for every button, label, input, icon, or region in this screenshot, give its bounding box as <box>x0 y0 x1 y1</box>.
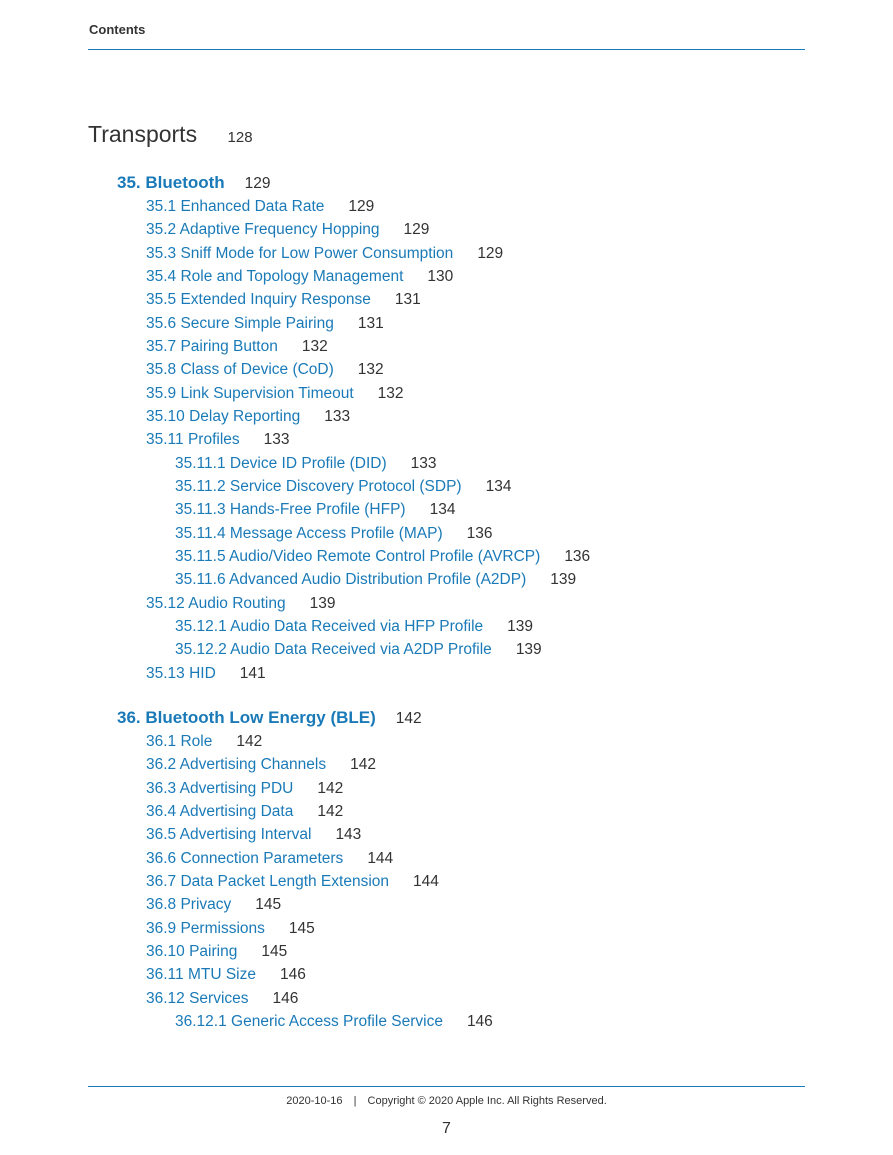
toc-entry-link[interactable]: 35.6 Secure Simple Pairing <box>146 315 334 332</box>
toc-entry-link[interactable]: 35.7 Pairing Button <box>146 338 278 355</box>
toc-entry-page-number: 142 <box>317 780 344 797</box>
footer-separator: | <box>353 1095 357 1107</box>
toc-entry-link[interactable]: 35.11.4 Message Access Profile (MAP) <box>175 525 443 542</box>
toc-section-entry[interactable] <box>146 267 453 287</box>
part-title: Transports <box>88 121 198 147</box>
toc-entry-link[interactable]: 36.12 Services <box>146 990 249 1007</box>
toc-entry-link[interactable]: 36.2 Advertising Channels <box>146 756 327 773</box>
footer-copyright: Copyright © 2020 Apple Inc. All Rights Reserved. <box>367 1095 607 1107</box>
toc-entry-link[interactable]: 35.3 Sniff Mode for Low Power Consumption <box>146 245 454 262</box>
toc-entry-link[interactable]: 36.8 Privacy <box>146 896 232 913</box>
toc-entry-page-number: 142 <box>395 710 422 727</box>
toc-entry-page-number: 145 <box>255 896 282 913</box>
toc-section-entry[interactable] <box>146 290 421 310</box>
toc-entry-page-number: 129 <box>244 175 271 192</box>
footer <box>0 1095 893 1107</box>
toc-entry-link[interactable]: 35.5 Extended Inquiry Response <box>146 291 371 308</box>
toc-entry-link[interactable]: 35.11 Profiles <box>146 431 240 448</box>
toc-section-entry[interactable] <box>146 664 266 684</box>
toc-entry-page-number: 146 <box>466 1013 493 1030</box>
toc-entry-page-number: 129 <box>477 245 504 262</box>
toc-entry-page-number: 133 <box>324 408 351 425</box>
toc-entry-page-number: 133 <box>410 455 437 472</box>
toc-entry-page-number: 131 <box>394 291 421 308</box>
toc-entry-page-number: 139 <box>507 618 534 635</box>
toc-section-entry[interactable] <box>146 825 361 845</box>
toc-entry-page-number: 134 <box>485 478 512 495</box>
toc-entry-link[interactable]: 36.11 MTU Size <box>146 966 256 983</box>
toc-entry-link[interactable]: 35.10 Delay Reporting <box>146 408 301 425</box>
toc-section-entry[interactable] <box>146 989 298 1009</box>
toc-section-entry[interactable] <box>146 779 343 799</box>
toc-entry-link[interactable]: 36.1 Role <box>146 733 213 750</box>
toc-entry-page-number: 132 <box>301 338 328 355</box>
toc-section-entry[interactable] <box>146 244 503 264</box>
toc-entry-link[interactable]: 35.12.2 Audio Data Received via A2DP Profile <box>175 641 492 658</box>
toc-entry-page-number: 146 <box>272 990 299 1007</box>
toc-entry-link[interactable]: 35. Bluetooth <box>117 173 225 192</box>
toc-entry-page-number: 141 <box>239 665 266 682</box>
toc-entry-link[interactable]: 35.9 Link Supervision Timeout <box>146 385 354 402</box>
footer-rule <box>88 1086 805 1087</box>
toc-entry-page-number: 134 <box>429 501 456 518</box>
toc-section-entry[interactable] <box>146 430 290 450</box>
toc-entry-link[interactable]: 35.13 HID <box>146 665 216 682</box>
toc-section-entry[interactable] <box>146 802 343 822</box>
toc-entry-link[interactable]: 36.6 Connection Parameters <box>146 850 344 867</box>
toc-entry-page-number: 139 <box>309 595 336 612</box>
toc-section-entry[interactable] <box>146 594 336 614</box>
toc-section-entry[interactable] <box>146 384 404 404</box>
toc-entry-link[interactable]: 35.11.5 Audio/Video Remote Control Profile (AVRCP) <box>175 548 541 565</box>
toc-entry-link[interactable]: 35.2 Adaptive Frequency Hopping <box>146 221 380 238</box>
toc-entry-link[interactable]: 35.11.1 Device ID Profile (DID) <box>175 455 387 472</box>
toc-entry-page-number: 145 <box>288 920 315 937</box>
toc-section-entry[interactable] <box>146 732 262 752</box>
toc-entry-page-number: 145 <box>261 943 288 960</box>
toc-section-entry[interactable] <box>146 314 384 334</box>
toc-entry-link[interactable]: 36.10 Pairing <box>146 943 238 960</box>
toc-entry-page-number: 146 <box>279 966 306 983</box>
part-page-number: 128 <box>227 129 253 146</box>
toc-entry-page-number: 144 <box>367 850 394 867</box>
toc-entry-link[interactable]: 35.12.1 Audio Data Received via HFP Profile <box>175 618 484 635</box>
toc-subsection-entry[interactable] <box>175 524 493 544</box>
toc-entry-link[interactable]: 36.5 Advertising Interval <box>146 826 312 843</box>
toc-section-entry[interactable] <box>146 849 393 869</box>
toc-section-entry[interactable] <box>146 360 384 380</box>
toc-entry-link[interactable]: 36.4 Advertising Data <box>146 803 294 820</box>
toc-entry-link[interactable]: 36.3 Advertising PDU <box>146 780 294 797</box>
toc-entry-page-number: 139 <box>515 641 542 658</box>
toc-entry-page-number: 131 <box>357 315 384 332</box>
toc-section-entry[interactable] <box>146 755 376 775</box>
toc-entry-page-number: 132 <box>377 385 404 402</box>
toc-section-entry[interactable] <box>146 337 328 357</box>
toc-entry-page-number: 139 <box>550 571 577 588</box>
header-label: Contents <box>89 22 146 37</box>
toc-entry-link[interactable]: 36.7 Data Packet Length Extension <box>146 873 389 890</box>
toc-entry-page-number: 129 <box>348 198 375 215</box>
toc-entry-link[interactable]: 36.9 Permissions <box>146 920 265 937</box>
toc-section-entry[interactable] <box>146 220 429 240</box>
toc-entry-page-number: 144 <box>413 873 439 890</box>
toc-entry-link[interactable]: 35.8 Class of Device (CoD) <box>146 361 334 378</box>
toc-entry-page-number: 143 <box>335 826 362 843</box>
toc-section-entry[interactable] <box>146 965 306 985</box>
toc-subsection-entry[interactable] <box>175 570 576 590</box>
toc-entry-link[interactable]: 36.12.1 Generic Access Profile Service <box>175 1013 443 1030</box>
toc-entry-link[interactable]: 35.4 Role and Topology Management <box>146 268 404 285</box>
toc-section-entry[interactable] <box>146 197 374 217</box>
toc-subsection-entry[interactable] <box>175 640 542 660</box>
toc-entry-link[interactable]: 35.11.3 Hands-Free Profile (HFP) <box>175 501 406 518</box>
toc-chapter-entry[interactable] <box>117 708 422 729</box>
toc-entry-page-number: 133 <box>263 431 290 448</box>
toc-subsection-entry[interactable] <box>175 477 511 497</box>
toc-entry-page-number: 142 <box>350 756 376 773</box>
toc-entry-page-number: 136 <box>466 525 493 542</box>
toc-entry-link[interactable]: 35.1 Enhanced Data Rate <box>146 198 325 215</box>
toc-section-entry[interactable] <box>146 919 315 939</box>
toc-section-entry[interactable] <box>146 942 287 962</box>
toc-entry-link[interactable]: 35.11.6 Advanced Audio Distribution Profile (A2DP) <box>175 571 527 588</box>
toc-chapter-entry[interactable] <box>117 173 271 194</box>
toc-subsection-entry[interactable] <box>175 1012 493 1032</box>
toc-entry-link[interactable]: 35.11.2 Service Discovery Protocol (SDP) <box>175 478 462 495</box>
toc-entry-page-number: 142 <box>317 803 344 820</box>
toc-subsection-entry[interactable] <box>175 454 437 474</box>
toc-entry-page-number: 130 <box>427 268 454 285</box>
toc-entry-page-number: 129 <box>403 221 430 238</box>
toc-entry-page-number: 136 <box>564 548 591 565</box>
toc-entry-page-number: 132 <box>357 361 384 378</box>
toc-entry-link[interactable]: 36. Bluetooth Low Energy (BLE) <box>117 708 376 727</box>
toc-section-entry[interactable] <box>146 872 439 892</box>
page-number: 7 <box>442 1120 451 1137</box>
toc-section-entry[interactable] <box>146 407 350 427</box>
footer-date: 2020-10-16 <box>286 1095 343 1107</box>
toc-subsection-entry[interactable] <box>175 617 533 637</box>
toc-subsection-entry[interactable] <box>175 500 455 520</box>
toc-entry-page-number: 142 <box>236 733 263 750</box>
toc-entry-link[interactable]: 35.12 Audio Routing <box>146 595 286 612</box>
toc-section-entry[interactable] <box>146 895 281 915</box>
toc-subsection-entry[interactable] <box>175 547 590 567</box>
